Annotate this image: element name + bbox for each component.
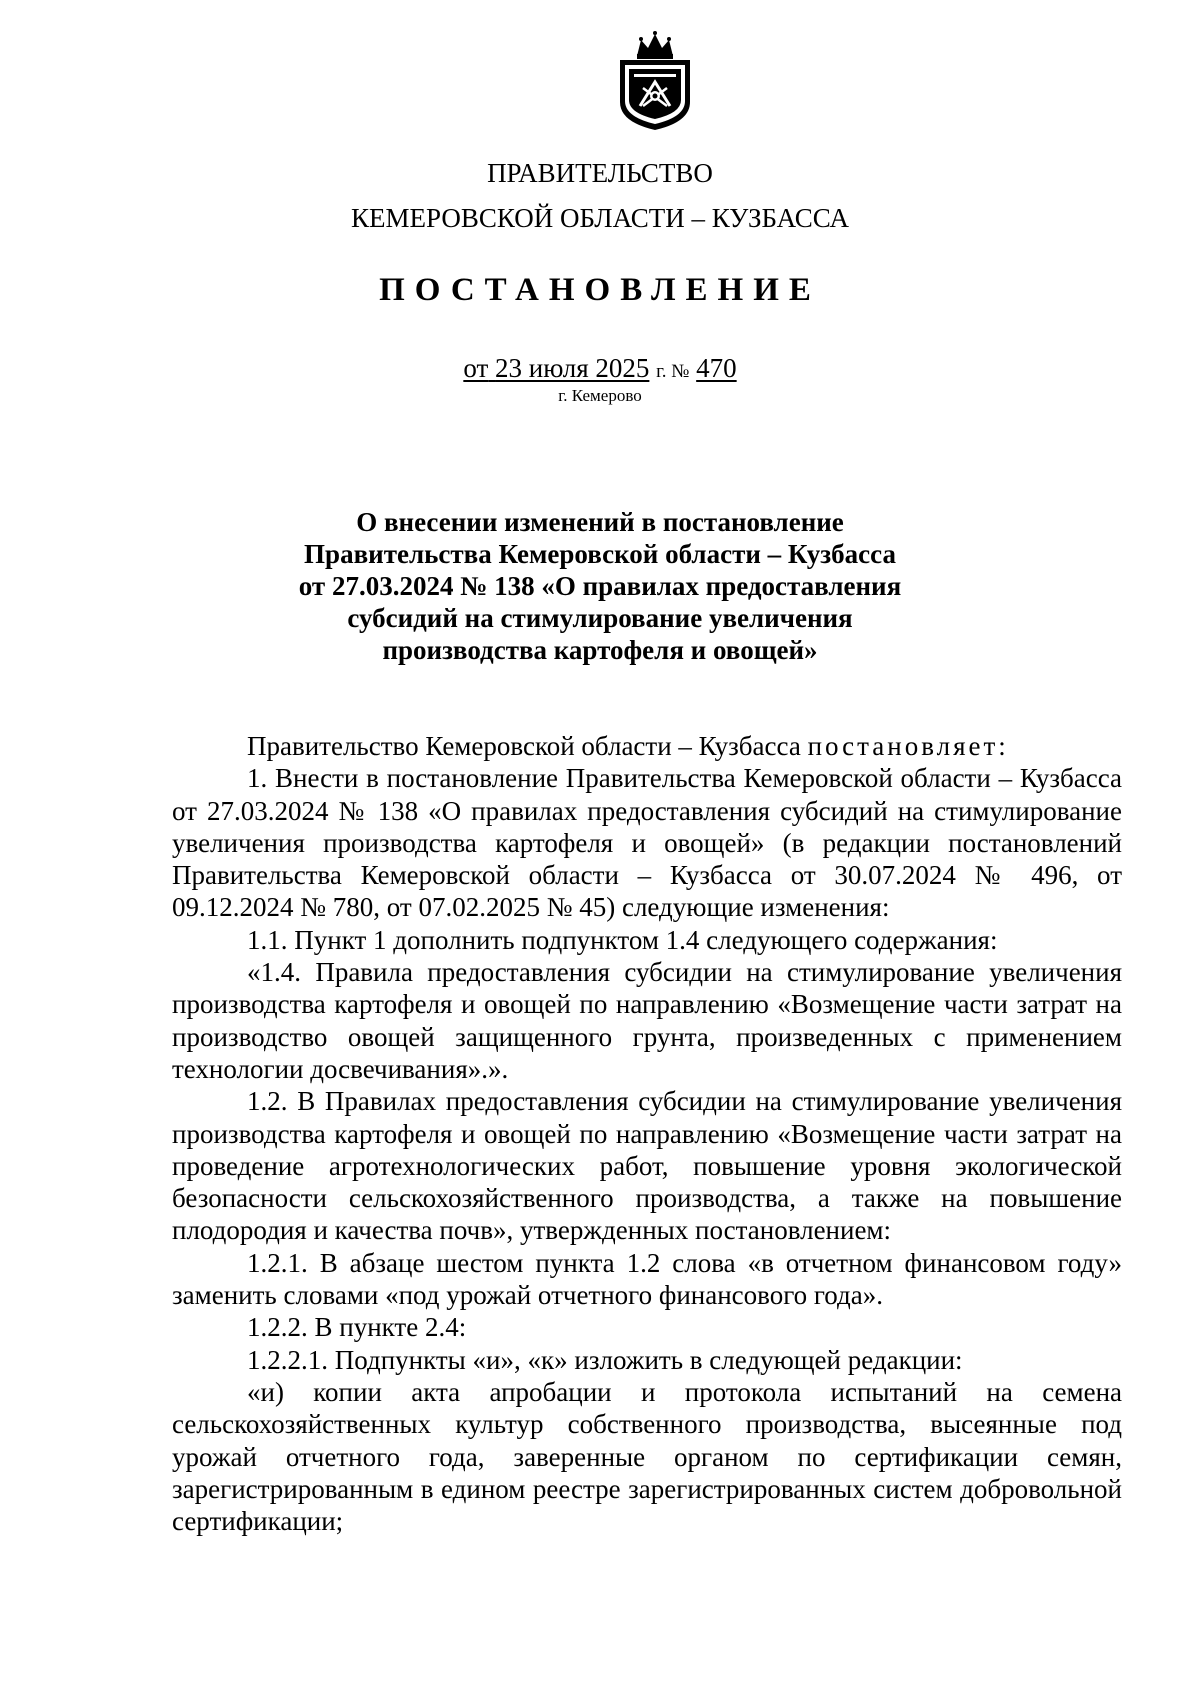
document-title: [0, 506, 1200, 666]
date-value: 23 июля 2025: [495, 353, 650, 383]
document-number: 470: [696, 353, 737, 383]
title-line: производства картофеля и овощей»: [382, 635, 818, 665]
title-line: О внесении изменений в постановление: [356, 507, 844, 537]
coat-of-arms-icon: [610, 30, 700, 132]
body-paragraph: «1.4. Правила предоставления субсидии на стимулирование увеличения производства картофеля и овощей по направлению «Возмещение части затрат на производство овощей защищенного грунта, произведенных с применением технологии досвечивания».».: [172, 957, 1122, 1084]
body-paragraph: 1.2. В Правилах предоставления субсидии на стимулирование увеличения производства картофеля и овощей по направлению «Возмещение части затрат на проведение агротехнологических работ, повышение уровня экологической безопасности сельскохозяйственного производства, а также на повышение плодородия и качества почв», утвержденных постановлением:: [172, 1086, 1122, 1246]
title-line: субсидий на стимулирование увеличения: [347, 603, 853, 633]
org-name-line2: КЕМЕРОВСКОЙ ОБЛАСТИ – КУЗБАССА: [351, 203, 849, 233]
body-paragraph: 1.2.2. В пункте 2.4:: [247, 1312, 467, 1343]
date-prefix: от: [463, 353, 489, 383]
document-date: [463, 353, 649, 383]
intro-paragraph: [172, 730, 1122, 762]
intro-decree-word: постановляет:: [807, 731, 1009, 761]
document-body: [172, 730, 1122, 1537]
intro-text: Правительство Кемеровской области – Кузбасса: [247, 731, 801, 761]
body-paragraph: «и) копии акта апробации и протокола испытаний на семена сельскохозяйственных культур собственного производства, высеянные под урожай отчетного года, заверенные органом по сертификации семян, зарегистрированным в едином реестре зарегистрированных систем добровольной сертификации;: [172, 1376, 1122, 1537]
date-number-line: [0, 353, 1200, 387]
org-name-line1: ПРАВИТЕЛЬСТВО: [487, 158, 713, 188]
body-paragraph: 1.1. Пункт 1 дополнить подпунктом 1.4 следующего содержания:: [247, 924, 998, 955]
body-paragraph: 1. Внести в постановление Правительства Кемеровской области – Кузбасса от 27.03.2024 № 138 «О правилах предоставления субсидий на стимулирование увеличения производства картофеля и овощей» (в редакции постановлений Правительства Кемеровской области – Кузбасса от 30.07.2024 № 496, от 09.12.2024 № 780, от 07.02.2025 № 45) следующие изменения:: [172, 763, 1122, 923]
title-line: от 27.03.2024 № 138 «О правилах предоставления: [298, 571, 902, 601]
body-paragraph: 1.2.2.1. Подпункты «и», «к» изложить в следующей редакции:: [247, 1344, 963, 1375]
title-line: Правительства Кемеровской области – Кузбасса: [304, 539, 896, 569]
year-number-label: г. №: [656, 361, 690, 382]
body-paragraph: 1.2.1. В абзаце шестом пункта 1.2 слова «в отчетном финансовом году» заменить словами «под урожай отчетного финансового года».: [172, 1247, 1122, 1311]
document-type: ПОСТАНОВЛЕНИЕ: [379, 272, 821, 308]
city: г. Кемерово: [558, 386, 642, 405]
